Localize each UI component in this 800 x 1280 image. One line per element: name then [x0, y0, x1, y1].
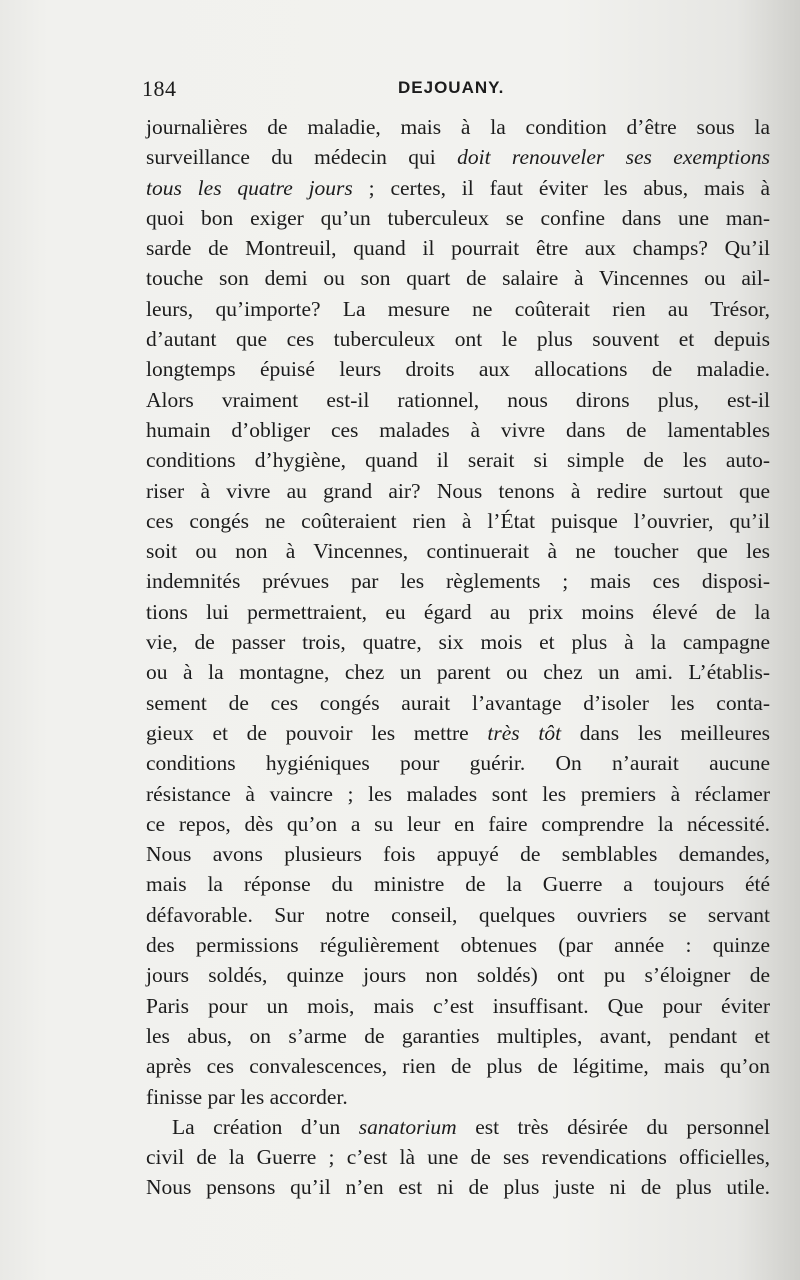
- text-line: conditions d’hygiène, quand il serait si simple de les auto-: [146, 448, 770, 473]
- text-line: journalières de maladie, mais à la condition d’être sous la: [146, 115, 770, 139]
- text-line: jours soldés, quinze jours non soldés) ont pu s’éloigner de: [146, 963, 770, 988]
- body-text: [146, 112, 770, 1203]
- text-line: ces congés ne coûteraient rien à l’État puisque l’ouvrier, qu’il: [146, 508, 770, 533]
- text-line: Alors vraiment est-il rationnel, nous dirons plus, est-il: [146, 387, 770, 412]
- text-line: civil de la Guerre ; c’est là une de ses revendications officielles,: [146, 1145, 770, 1170]
- text-line: Paris pour un mois, mais c’est insuffisant. Que pour éviter: [146, 993, 770, 1018]
- text-line: conditions hygiéniques pour guérir. On n’aurait aucune: [146, 751, 770, 776]
- text-line: tous les quatre jours ; certes, il faut éviter les abus, mais à: [146, 175, 770, 200]
- text-line: les abus, on s’arme de garanties multiples, avant, pendant et: [146, 1023, 770, 1048]
- text-line: soit ou non à Vincennes, continuerait à ne toucher que les: [146, 539, 770, 564]
- text-line: Nous pensons qu’il n’en est ni de plus juste ni de plus utile.: [146, 1175, 770, 1200]
- text-line: défavorable. Sur notre conseil, quelques ouvriers se servant: [146, 902, 770, 927]
- text-line: touche son demi ou son quart de salaire à Vincennes ou ail-: [146, 266, 770, 291]
- text-line: finisse par les accorder.: [146, 1084, 348, 1109]
- text-line: ce repos, dès qu’on a su leur en faire comprendre la nécessité.: [146, 811, 770, 836]
- text-line: ou à la montagne, chez un parent ou chez un ami. L’établis-: [146, 660, 770, 685]
- text-line: gieux et de pouvoir les mettre très tôt dans les meilleures: [146, 720, 770, 745]
- running-title: DEJOUANY.: [398, 78, 505, 97]
- text-line: humain d’obliger ces malades à vivre dans de lamentables: [146, 417, 770, 442]
- text-line: sement de ces congés aurait l’avantage d’isoler les conta-: [146, 690, 770, 715]
- text-line: indemnités prévues par les règlements ; mais ces disposi-: [146, 569, 770, 594]
- text-line: tions lui permettraient, eu égard au prix moins élevé de la: [146, 599, 770, 624]
- text-line: sarde de Montreuil, quand il pourrait être aux champs? Qu’il: [146, 236, 770, 261]
- text-line: résistance à vaincre ; les malades sont les premiers à réclamer: [146, 781, 770, 806]
- text-line: quoi bon exiger qu’un tuberculeux se confine dans une man-: [146, 205, 770, 230]
- text-line: longtemps épuisé leurs droits aux allocations de maladie.: [146, 357, 770, 382]
- text-line: La création d’un sanatorium est très désirée du personnel: [172, 1114, 770, 1139]
- page-header: [142, 76, 762, 106]
- text-line: d’autant que ces tuberculeux ont le plus souvent et depuis: [146, 327, 770, 352]
- text-line: leurs, qu’importe? La mesure ne coûterait rien au Trésor,: [146, 296, 770, 321]
- text-line: des permissions régulièrement obtenues (par année : quinze: [146, 933, 770, 958]
- page-number: 184: [142, 76, 177, 101]
- text-line: après ces convalescences, rien de plus de légitime, mais qu’on: [146, 1054, 770, 1079]
- text-line: mais la réponse du ministre de la Guerre a toujours été: [146, 872, 770, 897]
- text-line: surveillance du médecin qui doit renouveler ses exemptions: [146, 145, 770, 170]
- text-line: riser à vivre au grand air? Nous tenons à redire surtout que: [146, 478, 770, 503]
- text-line: vie, de passer trois, quatre, six mois et plus à la campagne: [146, 630, 770, 655]
- text-line: Nous avons plusieurs fois appuyé de semblables demandes,: [146, 842, 770, 867]
